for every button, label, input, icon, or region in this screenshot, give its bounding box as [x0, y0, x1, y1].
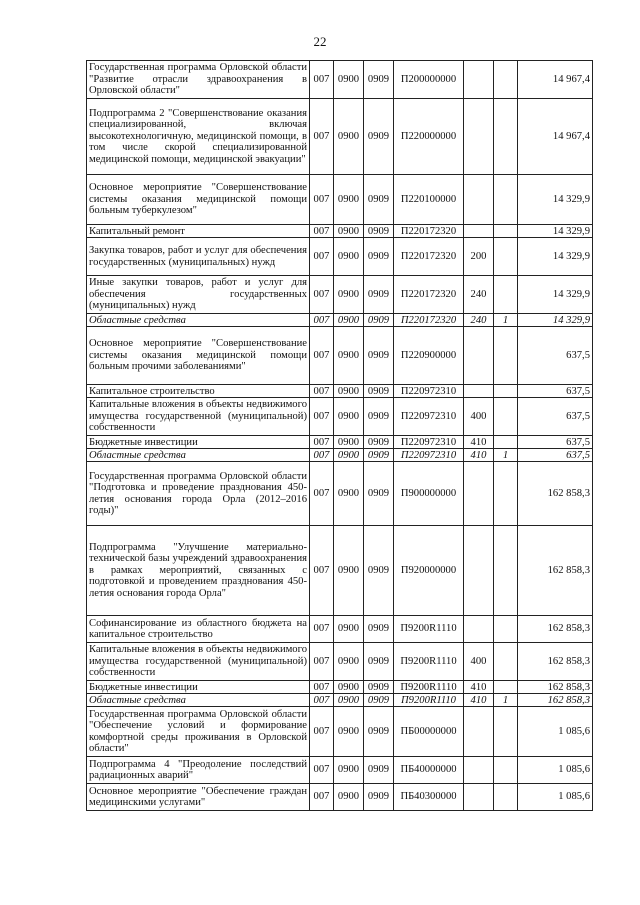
table-row — [87, 643, 593, 681]
row-expense-type: 240 — [464, 314, 494, 327]
row-ministry-code: 007 — [310, 616, 334, 643]
row-expense-type: 200 — [464, 238, 494, 276]
row-name: Основное мероприятие "Совершенствование системы оказания медицинской помощи больным прочими заболеваниями" — [87, 327, 310, 385]
row-target-code: П220172320 — [394, 314, 464, 327]
row-section-code: 0900 — [334, 175, 364, 225]
row-funding-source — [494, 175, 518, 225]
row-amount: 1 085,6 — [518, 757, 593, 784]
table-row — [87, 526, 593, 616]
row-subsection-code: 0909 — [364, 99, 394, 175]
row-funding-source — [494, 681, 518, 694]
row-funding-source — [494, 398, 518, 436]
row-section-code: 0900 — [334, 616, 364, 643]
row-amount: 14 329,9 — [518, 225, 593, 238]
row-amount: 14 329,9 — [518, 175, 593, 225]
row-ministry-code: 007 — [310, 757, 334, 784]
row-funding-source — [494, 99, 518, 175]
row-subsection-code: 0909 — [364, 784, 394, 811]
row-amount: 162 858,3 — [518, 643, 593, 681]
row-expense-type: 400 — [464, 398, 494, 436]
row-subsection-code: 0909 — [364, 436, 394, 449]
row-amount: 14 329,9 — [518, 276, 593, 314]
row-ministry-code: 007 — [310, 707, 334, 757]
row-target-code: П920000000 — [394, 526, 464, 616]
row-target-code: П220972310 — [394, 385, 464, 398]
row-name: Подпрограмма "Улучшение материально-технической базы учреждений здравоохранения в рамках мероприятий, связанных с подготовкой и проведением празднования 450-летия основания города Орла" — [87, 526, 310, 616]
row-subsection-code: 0909 — [364, 238, 394, 276]
row-target-code: П220172320 — [394, 276, 464, 314]
row-expense-type: 400 — [464, 643, 494, 681]
row-section-code: 0900 — [334, 707, 364, 757]
row-amount: 162 858,3 — [518, 526, 593, 616]
table-row — [87, 238, 593, 276]
row-ministry-code: 007 — [310, 784, 334, 811]
row-target-code: П220972310 — [394, 436, 464, 449]
row-amount: 1 085,6 — [518, 707, 593, 757]
table-row — [87, 385, 593, 398]
row-section-code: 0900 — [334, 99, 364, 175]
row-subsection-code: 0909 — [364, 276, 394, 314]
row-target-code: П220972310 — [394, 449, 464, 462]
row-target-code: ПБ40000000 — [394, 757, 464, 784]
row-section-code: 0900 — [334, 784, 364, 811]
row-subsection-code: 0909 — [364, 61, 394, 99]
row-expense-type — [464, 757, 494, 784]
table-row — [87, 462, 593, 526]
row-section-code: 0900 — [334, 643, 364, 681]
row-amount: 14 967,4 — [518, 61, 593, 99]
row-funding-source — [494, 757, 518, 784]
table-row — [87, 175, 593, 225]
row-subsection-code: 0909 — [364, 449, 394, 462]
row-expense-type — [464, 616, 494, 643]
row-section-code: 0900 — [334, 681, 364, 694]
row-expense-type — [464, 707, 494, 757]
row-funding-source — [494, 784, 518, 811]
row-name: Закупка товаров, работ и услуг для обеспечения государственных (муниципальных) нужд — [87, 238, 310, 276]
row-subsection-code: 0909 — [364, 707, 394, 757]
row-target-code: П220172320 — [394, 238, 464, 276]
row-funding-source — [494, 643, 518, 681]
row-name: Государственная программа Орловской области "Подготовка и проведение празднования 450-летия основания города Орла (2012–2016 годы)" — [87, 462, 310, 526]
row-target-code: П900000000 — [394, 462, 464, 526]
row-amount: 637,5 — [518, 385, 593, 398]
row-ministry-code: 007 — [310, 327, 334, 385]
row-amount: 637,5 — [518, 327, 593, 385]
row-subsection-code: 0909 — [364, 526, 394, 616]
row-funding-source — [494, 462, 518, 526]
row-funding-source: 1 — [494, 314, 518, 327]
row-section-code: 0900 — [334, 398, 364, 436]
row-section-code: 0900 — [334, 327, 364, 385]
row-amount: 162 858,3 — [518, 462, 593, 526]
row-amount: 14 967,4 — [518, 99, 593, 175]
row-target-code: П9200R1110 — [394, 616, 464, 643]
row-section-code: 0900 — [334, 238, 364, 276]
row-target-code: П220100000 — [394, 175, 464, 225]
row-subsection-code: 0909 — [364, 225, 394, 238]
row-expense-type: 410 — [464, 694, 494, 707]
row-ministry-code: 007 — [310, 449, 334, 462]
row-subsection-code: 0909 — [364, 694, 394, 707]
row-section-code: 0900 — [334, 694, 364, 707]
row-name: Основное мероприятие "Совершенствование системы оказания медицинской помощи больным туберкулезом" — [87, 175, 310, 225]
row-section-code: 0900 — [334, 225, 364, 238]
row-funding-source — [494, 327, 518, 385]
table-row — [87, 327, 593, 385]
row-amount: 14 329,9 — [518, 238, 593, 276]
row-section-code: 0900 — [334, 526, 364, 616]
row-funding-source — [494, 61, 518, 99]
row-target-code: П220900000 — [394, 327, 464, 385]
row-target-code: П9200R1110 — [394, 681, 464, 694]
row-subsection-code: 0909 — [364, 175, 394, 225]
row-target-code: ПБ00000000 — [394, 707, 464, 757]
row-expense-type — [464, 175, 494, 225]
row-amount: 162 858,3 — [518, 616, 593, 643]
row-subsection-code: 0909 — [364, 398, 394, 436]
row-ministry-code: 007 — [310, 436, 334, 449]
row-name: Капитальное строительство — [87, 385, 310, 398]
row-funding-source: 1 — [494, 449, 518, 462]
row-expense-type — [464, 385, 494, 398]
row-funding-source — [494, 225, 518, 238]
row-amount: 637,5 — [518, 449, 593, 462]
row-section-code: 0900 — [334, 436, 364, 449]
row-ministry-code: 007 — [310, 462, 334, 526]
row-ministry-code: 007 — [310, 643, 334, 681]
row-expense-type: 410 — [464, 436, 494, 449]
row-ministry-code: 007 — [310, 694, 334, 707]
row-target-code: П9200R1110 — [394, 643, 464, 681]
row-ministry-code: 007 — [310, 526, 334, 616]
row-name: Софинансирование из областного бюджета на капитальное строительство — [87, 616, 310, 643]
row-name: Капитальные вложения в объекты недвижимого имущества государственной (муниципальной) собственности — [87, 398, 310, 436]
row-expense-type: 410 — [464, 449, 494, 462]
row-amount: 14 329,9 — [518, 314, 593, 327]
row-target-code: П200000000 — [394, 61, 464, 99]
table-row — [87, 694, 593, 707]
row-ministry-code: 007 — [310, 681, 334, 694]
row-ministry-code: 007 — [310, 314, 334, 327]
row-ministry-code: 007 — [310, 238, 334, 276]
table-row — [87, 784, 593, 811]
row-ministry-code: 007 — [310, 398, 334, 436]
row-name: Бюджетные инвестиции — [87, 436, 310, 449]
row-subsection-code: 0909 — [364, 616, 394, 643]
row-target-code: П220000000 — [394, 99, 464, 175]
row-name: Подпрограмма 4 "Преодоление последствий радиационных аварий" — [87, 757, 310, 784]
table-row — [87, 99, 593, 175]
row-funding-source — [494, 526, 518, 616]
row-amount: 162 858,3 — [518, 694, 593, 707]
budget-table — [86, 60, 593, 811]
row-subsection-code: 0909 — [364, 385, 394, 398]
row-name: Областные средства — [87, 694, 310, 707]
row-amount: 162 858,3 — [518, 681, 593, 694]
row-target-code: П9200R1110 — [394, 694, 464, 707]
row-section-code: 0900 — [334, 61, 364, 99]
table-row — [87, 61, 593, 99]
row-subsection-code: 0909 — [364, 643, 394, 681]
row-subsection-code: 0909 — [364, 462, 394, 526]
row-name: Бюджетные инвестиции — [87, 681, 310, 694]
row-expense-type — [464, 327, 494, 385]
table-row — [87, 436, 593, 449]
row-name: Государственная программа Орловской области "Развитие отрасли здравоохранения в Орловской области" — [87, 61, 310, 99]
row-subsection-code: 0909 — [364, 314, 394, 327]
table-row — [87, 757, 593, 784]
page-number: 22 — [313, 34, 327, 49]
table-row — [87, 276, 593, 314]
row-expense-type — [464, 462, 494, 526]
row-section-code: 0900 — [334, 449, 364, 462]
row-name: Областные средства — [87, 449, 310, 462]
row-ministry-code: 007 — [310, 276, 334, 314]
row-name: Основное мероприятие "Обеспечение граждан медицинскими услугами" — [87, 784, 310, 811]
row-name: Областные средства — [87, 314, 310, 327]
table-row — [87, 398, 593, 436]
table-row — [87, 681, 593, 694]
row-expense-type — [464, 225, 494, 238]
row-target-code: ПБ40300000 — [394, 784, 464, 811]
row-amount: 637,5 — [518, 398, 593, 436]
row-funding-source — [494, 238, 518, 276]
row-funding-source — [494, 436, 518, 449]
row-funding-source: 1 — [494, 694, 518, 707]
row-name: Подпрограмма 2 "Совершенствование оказания специализированной, включая высокотехнологичную, медицинской помощи, в том числе скорой специализированной медицинской помощи, медицинской эвакуации" — [87, 99, 310, 175]
row-ministry-code: 007 — [310, 175, 334, 225]
row-subsection-code: 0909 — [364, 757, 394, 784]
table-row — [87, 707, 593, 757]
row-ministry-code: 007 — [310, 61, 334, 99]
row-target-code: П220972310 — [394, 398, 464, 436]
row-funding-source — [494, 385, 518, 398]
row-funding-source — [494, 276, 518, 314]
table-row — [87, 616, 593, 643]
table-row — [87, 225, 593, 238]
row-target-code: П220172320 — [394, 225, 464, 238]
row-amount: 1 085,6 — [518, 784, 593, 811]
row-name: Иные закупки товаров, работ и услуг для обеспечения государственных (муниципальных) нужд — [87, 276, 310, 314]
row-section-code: 0900 — [334, 462, 364, 526]
row-expense-type — [464, 99, 494, 175]
row-subsection-code: 0909 — [364, 681, 394, 694]
row-section-code: 0900 — [334, 276, 364, 314]
row-name: Капитальный ремонт — [87, 225, 310, 238]
row-section-code: 0900 — [334, 385, 364, 398]
row-amount: 637,5 — [518, 436, 593, 449]
row-expense-type: 240 — [464, 276, 494, 314]
table-row — [87, 449, 593, 462]
row-expense-type — [464, 526, 494, 616]
row-funding-source — [494, 616, 518, 643]
row-expense-type — [464, 61, 494, 99]
row-section-code: 0900 — [334, 314, 364, 327]
row-expense-type — [464, 784, 494, 811]
row-funding-source — [494, 707, 518, 757]
row-ministry-code: 007 — [310, 385, 334, 398]
row-ministry-code: 007 — [310, 99, 334, 175]
row-expense-type: 410 — [464, 681, 494, 694]
row-section-code: 0900 — [334, 757, 364, 784]
row-name: Государственная программа Орловской области "Обеспечение условий и формирование комфортной среды проживания в Орловской области" — [87, 707, 310, 757]
row-subsection-code: 0909 — [364, 327, 394, 385]
row-name: Капитальные вложения в объекты недвижимого имущества государственной (муниципальной) собственности — [87, 643, 310, 681]
table-row — [87, 314, 593, 327]
row-ministry-code: 007 — [310, 225, 334, 238]
